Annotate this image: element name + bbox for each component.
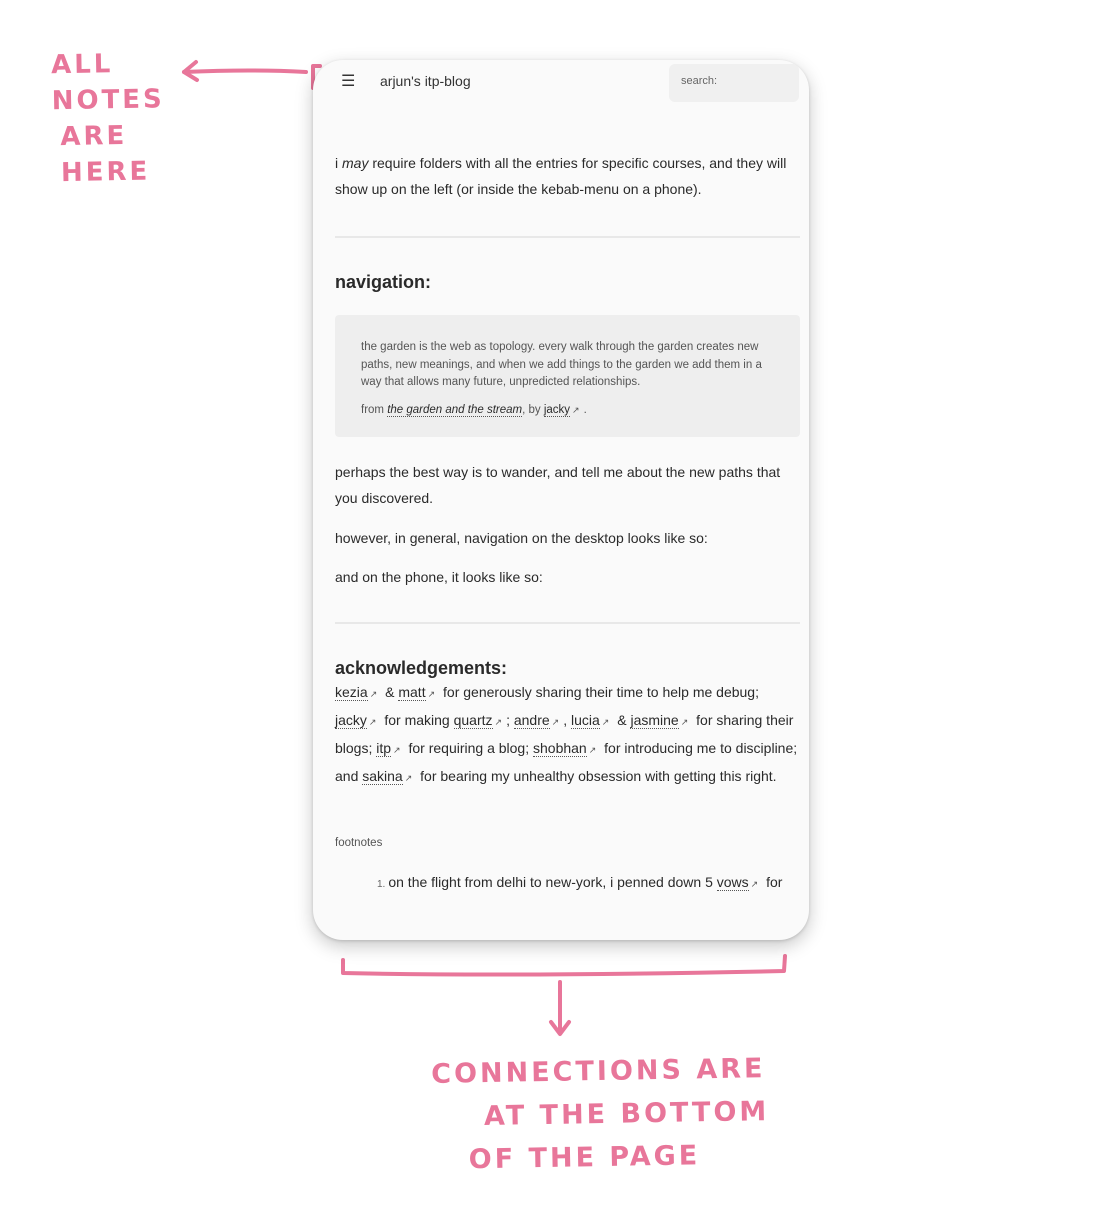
kezia-link[interactable]: kezia — [335, 684, 368, 700]
acknowledgements-paragraph — [335, 679, 800, 791]
external-link-icon: ↗ — [551, 717, 560, 727]
footnote-item — [335, 871, 800, 896]
quote-text: the garden is the web as topology. every walk through the garden creates new paths, new meanings, and when we add things to the garden we add them in a way that allows many future, unpredicted relationships. — [361, 341, 762, 388]
text: & — [381, 684, 399, 700]
annotation-line: ARE HERE — [60, 120, 151, 189]
text: . — [583, 403, 587, 416]
external-link-icon: ↗ — [393, 745, 401, 755]
text: from — [361, 403, 388, 416]
external-link-icon: ↗ — [588, 745, 597, 755]
text: for introducing me to discipline; and — [335, 740, 798, 784]
acknowledgements-heading: acknowledgements: — [335, 658, 508, 678]
text: for sharing their blogs; — [335, 712, 794, 756]
quartz-link[interactable]: quartz — [453, 712, 493, 728]
annotation-bracket — [343, 956, 785, 974]
text: for generously sharing their time to help me debug; — [439, 684, 759, 700]
sakina-link[interactable]: sakina — [362, 768, 403, 784]
divider — [335, 622, 800, 624]
annotation-connections — [431, 1047, 770, 1182]
phone-paragraph: and on the phone, it looks like so: — [335, 569, 543, 585]
external-link-icon: ↗ — [404, 773, 413, 783]
footnote-number: 1. — [377, 879, 386, 890]
text: for requiring a blog; — [404, 740, 533, 756]
desktop-paragraph: however, in general, navigation on the desktop looks like so: — [335, 530, 708, 546]
text: & — [613, 712, 631, 728]
external-link-icon: ↗ — [572, 404, 580, 415]
footnotes-label: footnotes — [335, 837, 383, 849]
garden-stream-link[interactable]: the garden and the stream — [387, 403, 523, 416]
text: , — [563, 712, 571, 728]
external-link-icon: ↗ — [369, 689, 378, 699]
vows-link[interactable]: vows — [716, 874, 749, 890]
external-link-icon: ↗ — [368, 717, 377, 727]
wander-paragraph: perhaps the best way is to wander, and tell me about the new paths that you discovered. — [335, 464, 781, 506]
annotation-line: ALL NOTES — [50, 49, 166, 117]
text: ; — [506, 712, 514, 728]
external-link-icon: ↗ — [494, 717, 503, 727]
search-input[interactable]: search: — [669, 64, 799, 102]
divider — [335, 236, 800, 238]
annotation-arrow — [184, 71, 306, 73]
hamburger-icon[interactable]: ☰ — [341, 73, 356, 90]
annotation-line: AT THE BOTTOM — [483, 1096, 770, 1133]
jacky-link[interactable]: jacky — [543, 403, 571, 416]
page-content — [335, 150, 800, 896]
intro-paragraph — [335, 150, 800, 202]
garden-quote — [335, 315, 800, 437]
emphasis: may — [342, 155, 369, 171]
external-link-icon: ↗ — [601, 717, 610, 727]
site-title[interactable]: arjun's itp-blog — [380, 73, 471, 89]
jacky-link[interactable]: jacky — [335, 712, 367, 728]
external-link-icon: ↗ — [680, 717, 689, 727]
text: for — [762, 874, 783, 890]
external-link-icon: ↗ — [427, 689, 436, 699]
annotation-line: CONNECTIONS ARE — [431, 1053, 766, 1090]
text: i — [335, 155, 342, 171]
text: for bearing my unhealthy obsession with getting this right. — [416, 768, 777, 784]
annotation-line: OF THE PAGE — [468, 1140, 701, 1176]
text: on the flight from delhi to new-york, i penned down 5 — [388, 874, 717, 890]
text: for making — [380, 712, 454, 728]
itp-link[interactable]: itp — [376, 740, 392, 756]
shobhan-link[interactable]: shobhan — [533, 740, 587, 756]
text: , by — [522, 403, 544, 416]
jasmine-link[interactable]: jasmine — [630, 712, 679, 728]
lucia-link[interactable]: lucia — [570, 712, 600, 728]
external-link-icon: ↗ — [750, 879, 759, 889]
top-bar — [313, 60, 809, 106]
andre-link[interactable]: andre — [513, 712, 550, 728]
phone-screen — [313, 60, 809, 940]
quote-source — [361, 402, 774, 420]
navigation-heading: navigation: — [335, 272, 432, 292]
matt-link[interactable]: matt — [398, 684, 426, 700]
text: require folders with all the entries for specific courses, and they will show up on the left (or inside the kebab-menu on a phone). — [335, 155, 787, 197]
